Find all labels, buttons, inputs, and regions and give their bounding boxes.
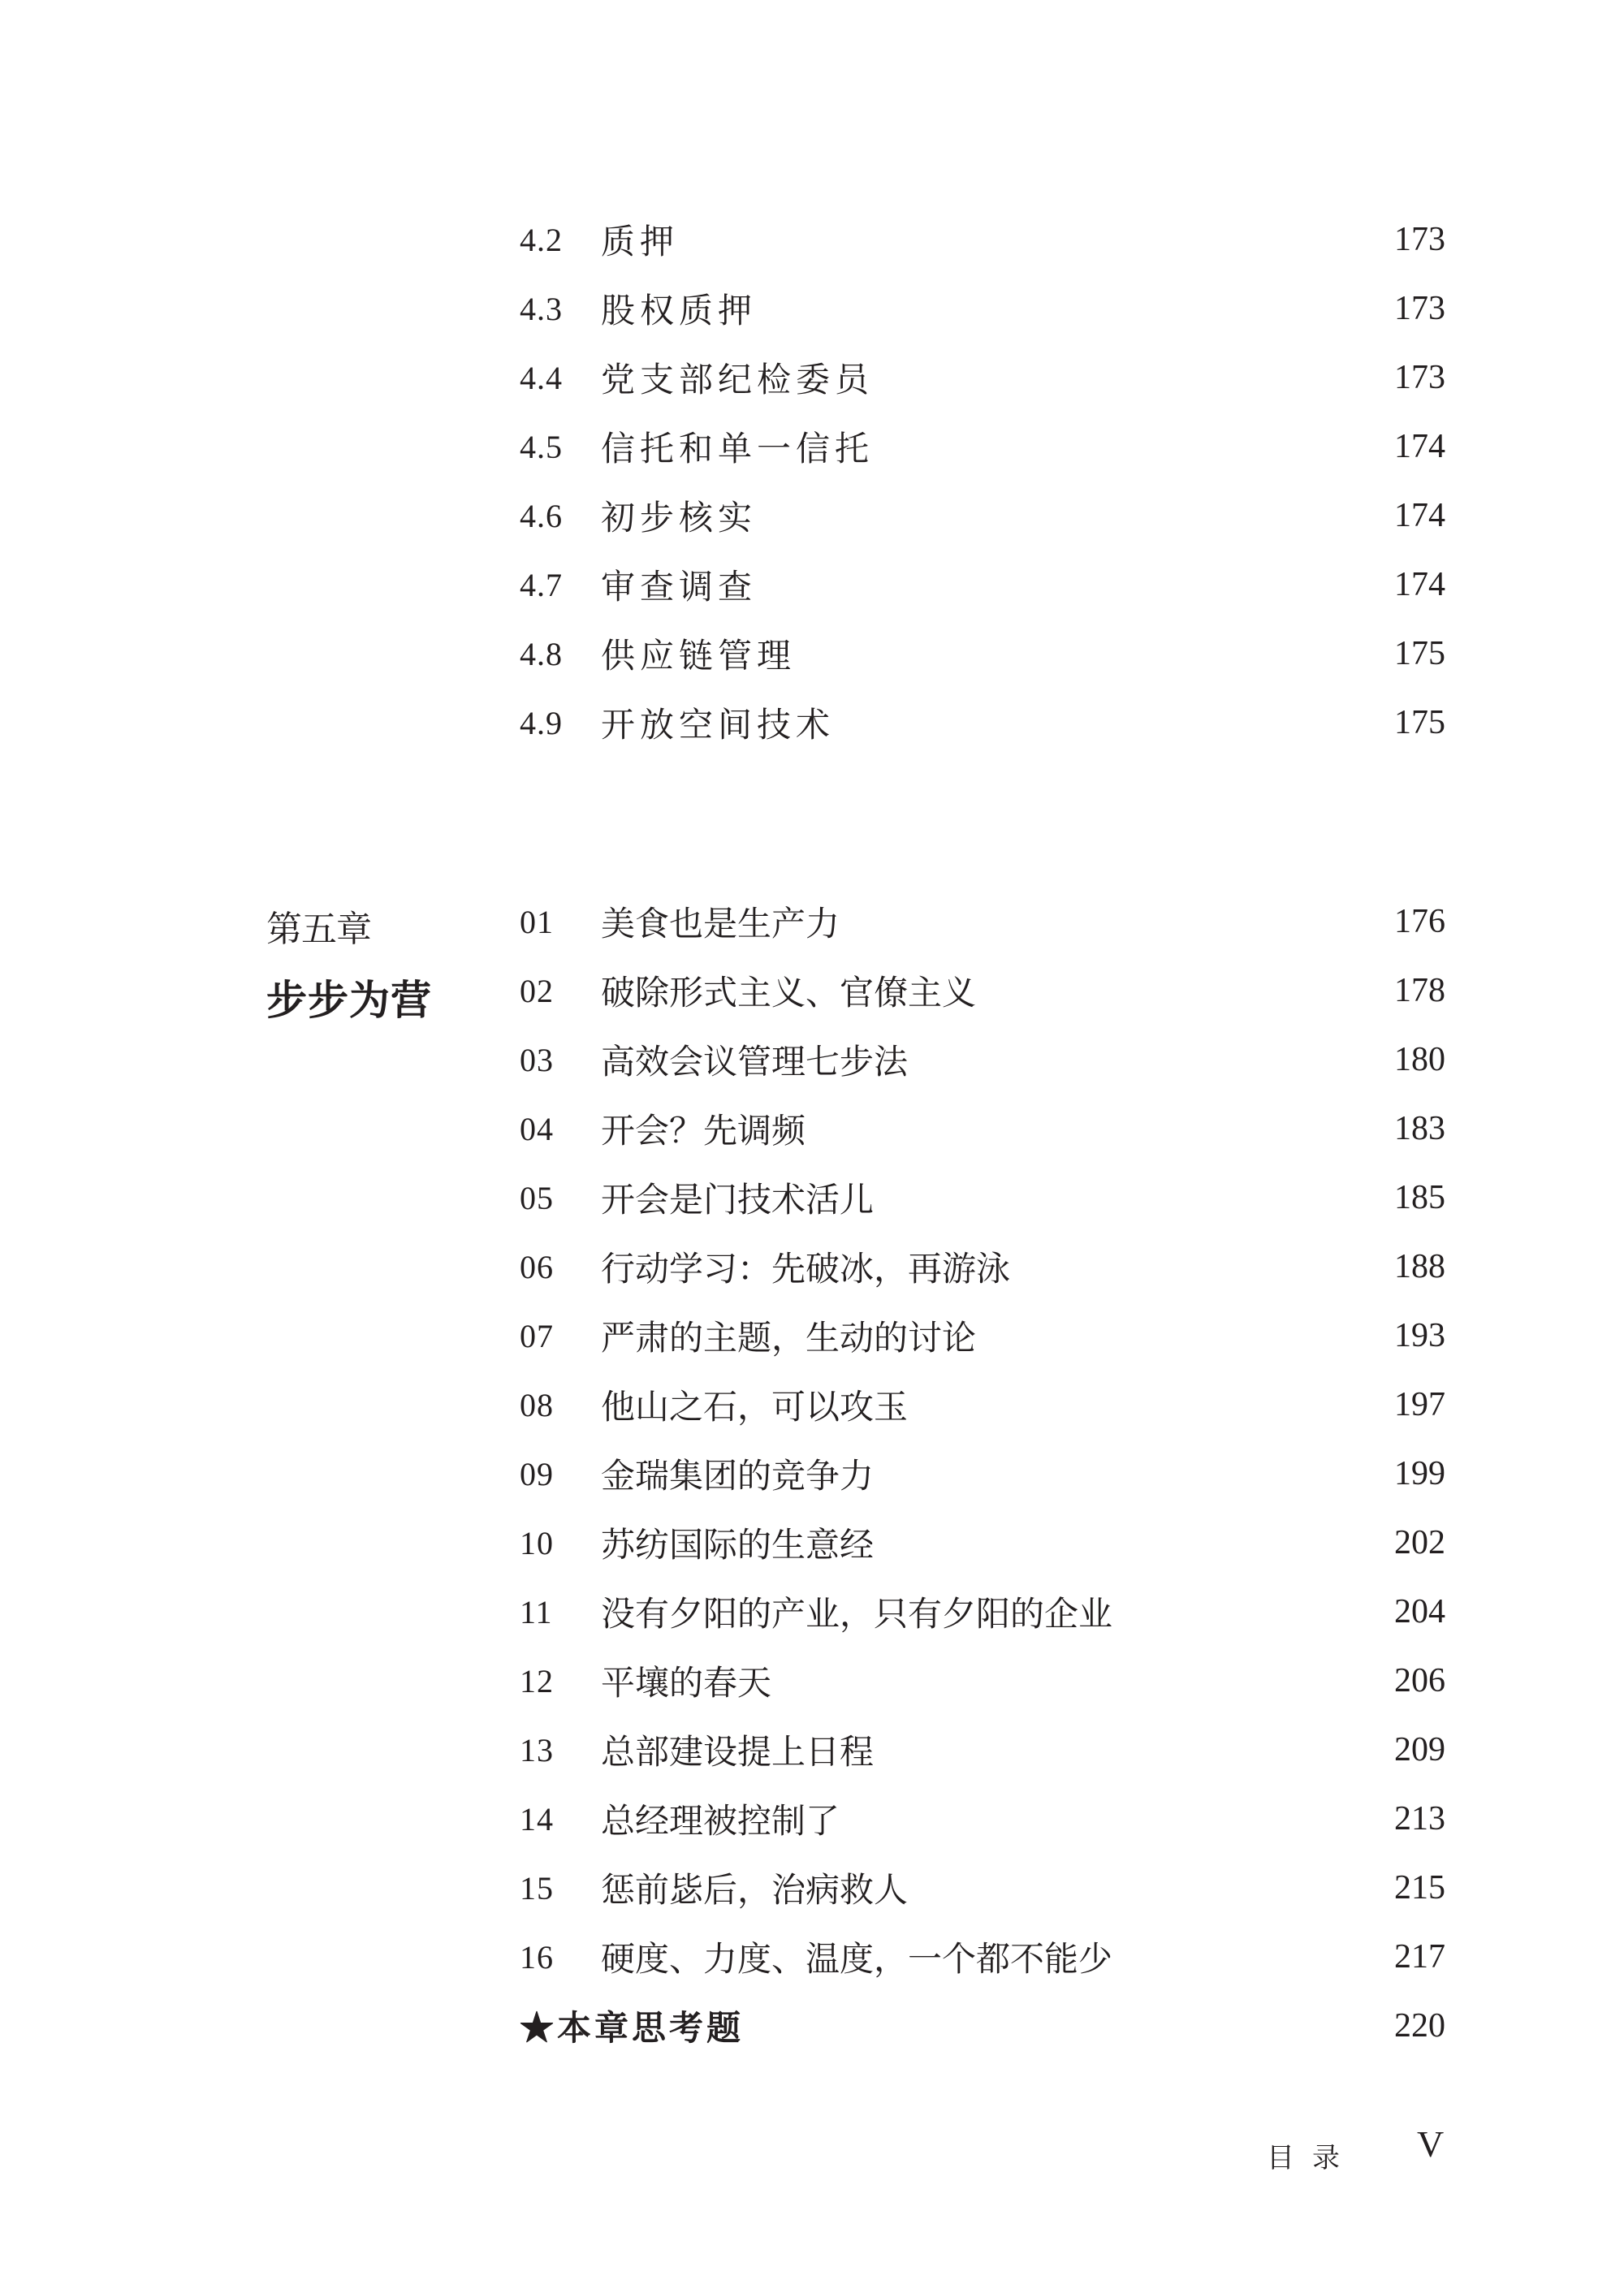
toc-entry (520, 1100, 1445, 1157)
toc-entry-exercise (520, 1997, 1445, 2054)
entry-number: 06 (520, 1248, 554, 1285)
entry-number: 04 (520, 1110, 554, 1147)
entry-number: 4.7 (520, 566, 563, 603)
entry-number: 08 (520, 1386, 554, 1423)
toc-entry (520, 1721, 1445, 1778)
entry-page: 185 (1394, 1179, 1445, 1216)
exercise-title: ★本章思考题 (520, 2008, 745, 2048)
entry-page: 178 (1394, 972, 1445, 1009)
entry-page: 215 (1394, 1869, 1445, 1907)
toc-entry (520, 556, 1445, 613)
entry-number: 4.5 (520, 428, 563, 465)
entry-title: 开会是门技术活儿 (601, 1180, 875, 1220)
entry-page: 197 (1394, 1386, 1445, 1423)
entry-number: 4.4 (520, 359, 563, 396)
entry-number: 03 (520, 1041, 554, 1078)
entry-title: 硬度、力度、温度，一个都不能少 (601, 1939, 1113, 1979)
entry-title: 没有夕阳的产业，只有夕阳的企业 (601, 1594, 1113, 1634)
entry-number: 09 (520, 1455, 554, 1492)
toc-entry (520, 1652, 1445, 1709)
entry-page: 173 (1394, 359, 1445, 396)
entry-number: 15 (520, 1869, 554, 1907)
entry-page: 199 (1394, 1455, 1445, 1492)
entry-title: 审查调查 (601, 567, 758, 607)
toc-entry (520, 893, 1445, 950)
entry-number: 13 (520, 1731, 554, 1768)
entry-page: 204 (1394, 1593, 1445, 1630)
toc-entry (520, 1031, 1445, 1088)
entry-number: 01 (520, 903, 554, 940)
entry-page: 175 (1394, 704, 1445, 741)
entry-page: 175 (1394, 635, 1445, 672)
entry-page: 213 (1394, 1800, 1445, 1837)
entry-number: 02 (520, 972, 554, 1009)
entry-title: 他山之石，可以攻玉 (601, 1387, 909, 1427)
entry-page: 173 (1394, 221, 1445, 258)
entry-page: 206 (1394, 1662, 1445, 1699)
entry-number: 4.3 (520, 290, 563, 327)
entry-number: 16 (520, 1938, 554, 1976)
entry-number: 07 (520, 1317, 554, 1354)
entry-title: 总经理被控制了 (601, 1801, 840, 1841)
entry-page: 183 (1394, 1110, 1445, 1147)
toc-entry (520, 280, 1445, 337)
entry-title: 苏纺国际的生意经 (601, 1525, 875, 1565)
entry-title: 惩前毖后，治病救人 (601, 1870, 909, 1910)
entry-title: 美食也是生产力 (601, 904, 840, 944)
toc-entry (520, 1583, 1445, 1640)
toc-entry (520, 962, 1445, 1019)
entry-number: 4.9 (520, 704, 563, 741)
entry-page: 174 (1394, 566, 1445, 603)
toc-entry (520, 1928, 1445, 1985)
entry-title: 严肃的主题，生动的讨论 (601, 1318, 977, 1358)
chapter-name: 步步为营 (266, 977, 432, 1024)
page-number: V (1417, 2123, 1445, 2165)
toc-entry (520, 1307, 1445, 1364)
entry-page: 174 (1394, 428, 1445, 465)
entry-number: 4.2 (520, 221, 563, 258)
toc-entry (520, 1376, 1445, 1433)
entry-title: 质押 (601, 222, 680, 261)
entry-title: 党支部纪检委员 (601, 360, 875, 399)
entry-title: 开会？先调频 (601, 1111, 806, 1151)
entry-number: 4.6 (520, 497, 563, 534)
entry-title: 金瑞集团的竞争力 (601, 1456, 875, 1496)
entry-page: 180 (1394, 1041, 1445, 1078)
entry-title: 信托和单一信托 (601, 429, 875, 469)
running-footer-label: 目录 (1267, 2142, 1358, 2174)
entry-number: 10 (520, 1524, 554, 1561)
entry-number: 14 (520, 1800, 554, 1837)
toc-entry (520, 1445, 1445, 1502)
toc-entry (520, 211, 1445, 268)
exercise-page: 220 (1394, 2007, 1445, 2045)
entry-number: 12 (520, 1662, 554, 1699)
entry-page: 202 (1394, 1524, 1445, 1561)
chapter-label: 第五章 (266, 909, 371, 950)
entry-title: 股权质押 (601, 291, 758, 330)
entry-page: 173 (1394, 290, 1445, 327)
entry-page: 188 (1394, 1248, 1445, 1285)
entry-title: 供应链管理 (601, 636, 797, 676)
entry-page: 176 (1394, 903, 1445, 940)
entry-number: 11 (520, 1593, 553, 1630)
toc-entry (520, 1238, 1445, 1295)
entry-title: 高效会议管理七步法 (601, 1042, 909, 1082)
entry-title: 开放空间技术 (601, 705, 836, 745)
toc-entry (520, 418, 1445, 475)
toc-entry (520, 487, 1445, 544)
entry-page: 193 (1394, 1317, 1445, 1354)
entry-page: 174 (1394, 497, 1445, 534)
entry-title: 初步核实 (601, 498, 758, 538)
entry-title: 平壤的春天 (601, 1663, 772, 1703)
entry-title: 破除形式主义、官僚主义 (601, 973, 977, 1013)
entry-page: 209 (1394, 1731, 1445, 1768)
entry-number: 05 (520, 1179, 554, 1216)
toc-entry (520, 1859, 1445, 1916)
entry-number: 4.8 (520, 635, 563, 672)
toc-entry (520, 349, 1445, 406)
toc-entry (520, 1169, 1445, 1226)
toc-entry (520, 694, 1445, 751)
entry-title: 总部建设提上日程 (601, 1732, 875, 1772)
entry-title: 行动学习：先破冰，再游泳 (601, 1249, 1011, 1289)
toc-entry (520, 1514, 1445, 1571)
toc-entry (520, 1790, 1445, 1847)
toc-entry (520, 625, 1445, 682)
entry-page: 217 (1394, 1938, 1445, 1976)
